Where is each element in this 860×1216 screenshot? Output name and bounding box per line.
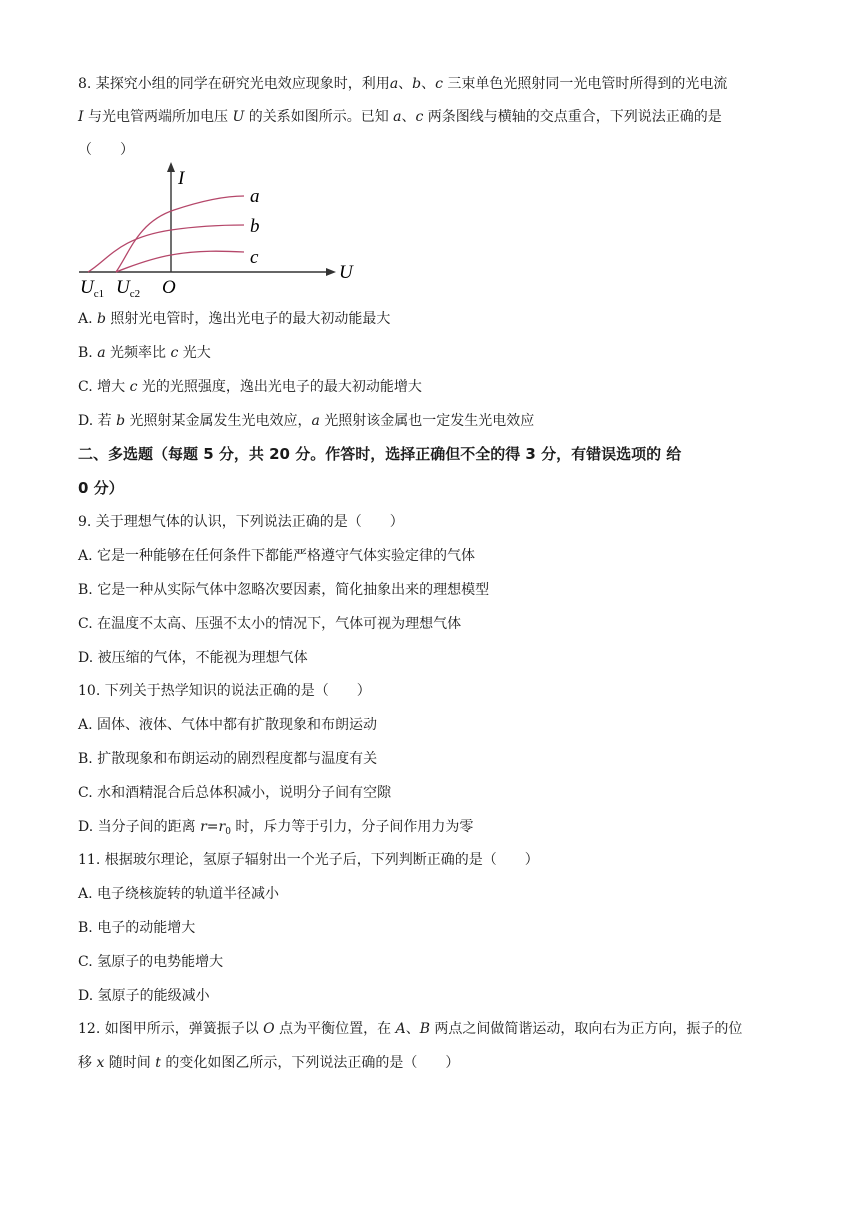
q10-option-b: B. 扩散现象和布朗运动的剧烈程度都与温度有关 — [78, 751, 378, 767]
q11-option-d: D. 氢原子的能级减小 — [78, 988, 210, 1004]
q10-option-d: D. 当分子间的距离 $r=r_0$ 时，斥力等于引力，分子间作用力为零 — [78, 819, 474, 837]
q11-option-a: A. 电子绕核旋转的轨道半径减小 — [78, 886, 280, 902]
curve-c — [116, 251, 244, 272]
q9-option-a: A. 它是一种能够在任何条件下都能严格遵守气体实验定律的气体 — [78, 548, 476, 564]
q10-option-a: A. 固体、液体、气体中都有扩散现象和布朗运动 — [78, 717, 378, 733]
curve-a-label: a — [250, 186, 260, 207]
curve-c-label: c — [250, 247, 259, 268]
q11-option-c: C. 氢原子的电势能增大 — [78, 954, 224, 970]
curve-b-label: b — [250, 216, 260, 237]
q9-option-b: B. 它是一种从实际气体中忽略次要因素，简化抽象出来的理想模型 — [78, 582, 490, 598]
q12-stem-line2: 移 x 随时间 t 的变化如图乙所示，下列说法正确的是（ ） — [78, 1055, 460, 1071]
q8-option-d: D. 若 b 光照射某金属发生光电效应，a 光照射该金属也一定发生光电效应 — [78, 413, 535, 429]
var-b: b — [412, 76, 422, 92]
q10-stem: 10. 下列关于热学知识的说法正确的是（ ） — [78, 683, 371, 699]
uc2-label: $U_{c2}$ — [116, 277, 141, 300]
q11-option-b: B. 电子的动能增大 — [78, 920, 196, 936]
q8-stem-line1: 8. 某探究小组的同学在研究光电效应现象时，利用a、b、c 三束单色光照射同一光电管时所得到的光电流 — [78, 76, 728, 92]
origin-label: O — [162, 277, 176, 298]
i-axis-arrow — [167, 162, 175, 172]
curve-a — [116, 196, 244, 272]
q11-stem: 11. 根据玻尔理论，氢原子辐射出一个光子后，下列判断正确的是（ ） — [78, 852, 539, 868]
section-heading-line2: 0 分） — [78, 479, 124, 497]
uc1-label: $U_{c1}$ — [80, 277, 105, 300]
q8-option-c: C. 增大 c 光的光照强度，逸出光电子的最大初动能增大 — [78, 379, 422, 395]
u-axis-arrow — [326, 268, 336, 276]
q8-option-b: B. a 光频率比 c 光大 — [78, 345, 211, 361]
u-axis-label: U — [339, 262, 353, 283]
q8-answer-bracket: （ ） — [78, 142, 134, 158]
var-c: c — [435, 76, 443, 92]
q8-stem-line2: I 与光电管两端所加电压 U 的关系如图所示。已知 a、c 两条图线与横轴的交点重合，下列说法正确的是 — [78, 109, 722, 125]
curve-b — [88, 225, 244, 272]
q8-option-a: A. b 照射光电管时，逸出光电子的最大初动能最大 — [78, 311, 391, 327]
q12-stem-line1: 12. 如图甲所示，弹簧振子以 O 点为平衡位置，在 A、B 两点之间做简谐运动，取向右为正方向，振子的位 — [78, 1021, 743, 1037]
section-heading-line1: 二、多选题（每题 5 分，共 20 分。作答时，选择正确但不全的得 3 分，有错误选项的 给 — [78, 445, 682, 463]
photoelectric-iu-graph — [74, 160, 364, 308]
q9-stem: 9. 关于理想气体的认识，下列说法正确的是（ ） — [78, 514, 404, 530]
q9-option-d: D. 被压缩的气体，不能视为理想气体 — [78, 650, 308, 666]
i-axis-label: I — [178, 168, 185, 189]
q10-option-c: C. 水和酒精混合后总体积减小，说明分子间有空隙 — [78, 785, 392, 801]
q9-option-c: C. 在温度不太高、压强不太小的情况下，气体可视为理想气体 — [78, 616, 462, 632]
var-a: a — [389, 76, 399, 92]
